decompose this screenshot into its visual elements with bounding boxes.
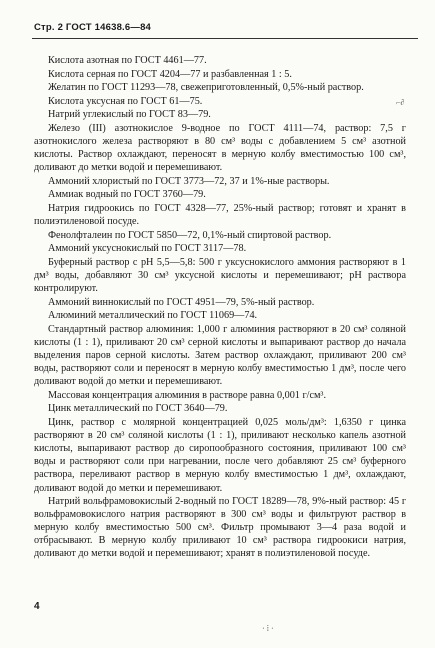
paragraph: Цинк металлический по ГОСТ 3640—79.: [48, 403, 228, 415]
paragraph: Натрий углекислый по ГОСТ 83—79.: [48, 109, 211, 121]
paragraph: Аммоний уксуснокислый по ГОСТ 3117—78.: [48, 243, 247, 255]
paragraph: Алюминий металлический по ГОСТ 11069—74.: [48, 310, 258, 322]
paragraph: Желатин по ГОСТ 11293—78, свежеприготовленный, 0,5%-ный раствор.: [48, 82, 364, 94]
paragraph: Стандартный раствор алюминия: 1,000 г алюминия растворяют в 20 см³ соляной кислоты (1 : 1), приливают 20 см³ серной кислоты и выпаривают раствор до начала выделения паров серной кислоты. Затем раствор охлаждают, приливают 200 см³ воды, растворяют соли и переносят в мерную колбу вместимостью 1 дм³, после чего доливают водой до метки и перемешивают.: [34, 323, 406, 388]
paragraph: Кислота серная по ГОСТ 4204—77 и разбавленная 1 : 5.: [48, 68, 292, 80]
paragraph: Фенолфталеин по ГОСТ 5850—72, 0,1%-ный спиртовой раствор.: [48, 229, 332, 241]
header-divider: [32, 38, 418, 39]
scan-mark: ⌐∂: [396, 98, 405, 107]
document-body: [34, 54, 406, 561]
paragraph: Цинк, раствор с молярной концентрацией 0,025 моль/дм³: 1,6350 г цинка растворяют в 20 см³ соляной кислоты (1 : 1), приливают несколько капель азотной кислоты, выпаривают раствор до сиропообразного состояния, приливают 100 см³ воды и растворяют соли при нагревании, после чего добавляют 25 см³ буферного раствора, переливают раствор в мерную колбу вместимостью 1 дм³, охлаждают, доливают водой до метки и перемешивают.: [34, 417, 406, 494]
scan-mark: ⋅ ⁞ ⋅: [262, 624, 274, 633]
page-number: 4: [34, 601, 40, 612]
paragraph: Аммоний хлористый по ГОСТ 3773—72, 37 и 1%-ные растворы.: [48, 175, 330, 187]
paragraph: Аммоний виннокислый по ГОСТ 4951—79, 5%-ный раствор.: [48, 296, 315, 308]
paragraph: Кислота азотная по ГОСТ 4461—77.: [48, 55, 207, 66]
paragraph: Железо (III) азотнокислое 9-водное по ГОСТ 4111—74, раствор: 7,5 г азотнокислого железа растворяют в 80 см³ воды с добавлением 5 см³ азотной кислоты. Раствор охлаждают, переносят в мерную колбу вместимостью 100 см³, доливают до метки водой и перемешивают.: [34, 122, 406, 174]
paragraph: Буферный раствор с pH 5,5—5,8: 500 г уксуснокислого аммония растворяют в 1 дм³ воды, добавляют 30 см³ уксусной кислоты и перемешивают; pH раствора контролируют.: [34, 256, 406, 295]
paragraph: Натрия гидроокись по ГОСТ 4328—77, 25%-ный раствор; готовят и хранят в полиэтиленовой посуде.: [34, 203, 406, 228]
paragraph: Массовая концентрация алюминия в растворе равна 0,001 г/см³.: [48, 389, 327, 401]
paragraph: Натрий вольфрамовокислый 2-водный по ГОСТ 18289—78, 9%-ный раствор: 45 г вольфрамовокислого натрия растворяют в 300 см³ воды и фильтруют раствор в мерную колбу вместимостью 500 см³. Фильтр промывают 3—4 раза водой и отбрасывают. В мерную колбу приливают 10 см³ раствора гидроокиси натрия, доливают до метки водой и перемешивают; хранят в полиэтиленовой посуде.: [34, 496, 406, 560]
paragraph: Кислота уксусная по ГОСТ 61—75.: [48, 95, 203, 107]
page-header: Стр. 2 ГОСТ 14638.6—84: [34, 22, 152, 33]
paragraph: Аммиак водный по ГОСТ 3760—79.: [48, 189, 206, 201]
